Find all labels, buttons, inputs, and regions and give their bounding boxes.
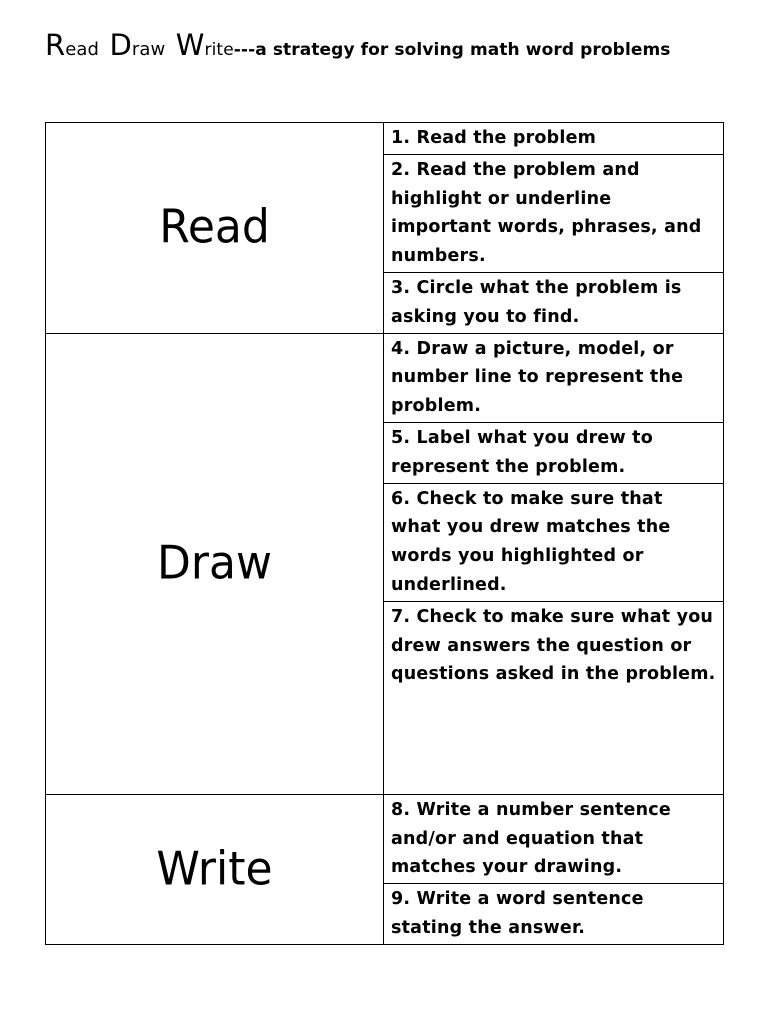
table-row — [46, 123, 724, 155]
stage-label-draw: Draw — [157, 536, 272, 591]
step-cell: 8. Write a number sentence and/or and equation that matches your drawing. — [384, 794, 724, 883]
step-cell: 7. Check to make sure what you drew answers the question or questions asked in the problem. — [384, 601, 724, 794]
table-row — [46, 794, 724, 883]
stage-cell-write — [46, 794, 384, 944]
title-draw-rest: raw — [131, 39, 166, 60]
step-cell: 3. Circle what the problem is asking you to find. — [384, 272, 724, 333]
title-write-rest: rite — [204, 40, 234, 60]
step-cell: 6. Check to make sure that what you drew matches the words you highlighted or underlined. — [384, 483, 724, 601]
step-cell: 1. Read the problem — [384, 123, 724, 155]
step-cell: 4. Draw a picture, model, or number line to represent the problem. — [384, 333, 724, 422]
stage-label-write: Write — [156, 842, 273, 897]
title-write-initial: W — [175, 28, 205, 62]
strategy-table — [45, 122, 724, 945]
stage-label-read: Read — [159, 201, 270, 255]
table-row — [46, 333, 724, 422]
document-title — [45, 28, 671, 62]
step-cell: 5. Label what you drew to represent the problem. — [384, 422, 724, 483]
step-cell: 9. Write a word sentence stating the answer. — [384, 884, 724, 945]
title-read-initial: R — [45, 28, 66, 62]
title-draw-initial: D — [109, 28, 132, 62]
stage-cell-read — [46, 123, 384, 334]
title-read-rest: ead — [65, 39, 100, 60]
stage-cell-draw — [46, 333, 384, 794]
step-cell: 2. Read the problem and highlight or underline important words, phrases, and numbers. — [384, 154, 724, 272]
title-subtitle: ---a strategy for solving math word problems — [233, 40, 671, 60]
